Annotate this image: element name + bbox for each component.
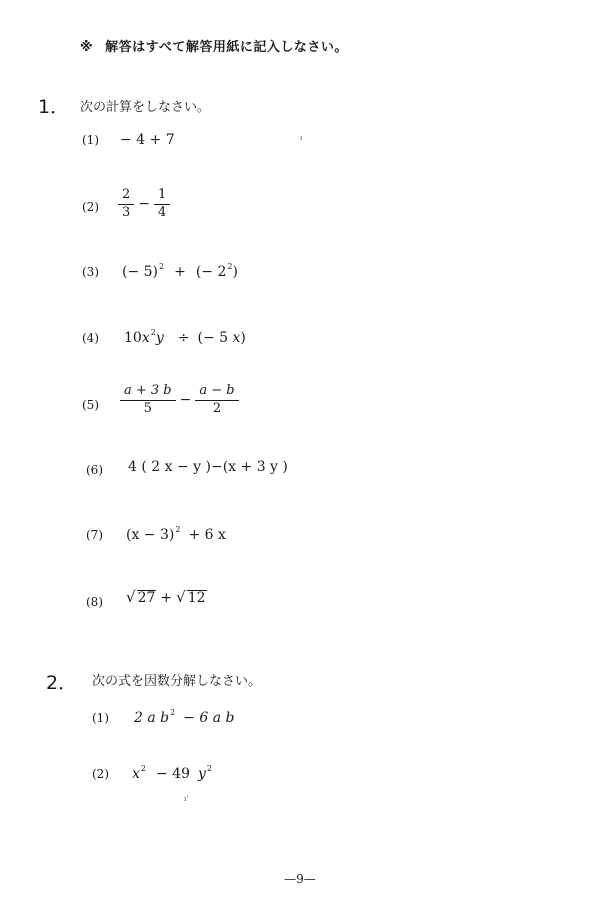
fraction: $\frac{a - b}{2}$ xyxy=(195,384,238,417)
q1-item-8-expression: √ 27 + √ 12 xyxy=(126,588,206,606)
q1-item-4-expression: $10x^2y$ ÷ (− 5 x) xyxy=(124,328,246,346)
q2-item-2-label: (2) xyxy=(92,767,109,781)
question-1-number: 1． xyxy=(38,96,70,118)
reference-mark: ※ xyxy=(80,40,94,55)
q1-item-6-label: (6) xyxy=(86,463,103,477)
q1-item-4-label: (4) xyxy=(82,331,99,345)
page-number: —9— xyxy=(284,872,316,886)
q1-item-7-expression: $(x - 3)^2 + 6$ x xyxy=(126,525,226,543)
square-root: √ 12 xyxy=(176,588,206,606)
q1-item-2-expression: $\frac{2}{3}$ − $\frac{1}{4}$ xyxy=(118,188,170,221)
q2-item-1-expression: 2 a $b^2 - 6$ a b xyxy=(134,708,235,726)
q1-item-1-expression: − 4 + 7 xyxy=(120,132,175,148)
q1-item-5-expression: $\frac{a + 3 b}{5}$ − $\frac{a - b}{2}$ xyxy=(120,384,239,417)
square-root: √ 27 xyxy=(126,588,156,606)
q1-item-2-label: (2) xyxy=(82,200,99,214)
q1-item-6-expression: 4 ( 2 x − y )−(x + 3 y ) xyxy=(128,459,288,475)
q1-item-3-label: (3) xyxy=(82,265,99,279)
stray-mark: ı' xyxy=(184,795,189,803)
q1-item-8-label: (8) xyxy=(86,595,103,609)
fraction: $\frac{2}{3}$ xyxy=(118,188,134,221)
q1-item-3-expression: (− 5)$^2$ + (− $2^2$) xyxy=(122,262,238,280)
fraction: $\frac{a + 3 b}{5}$ xyxy=(120,384,176,417)
q2-item-2-expression: $x^2 - 49$ $y^2$ xyxy=(132,764,213,782)
q1-item-1-label: (1) xyxy=(82,133,99,147)
fraction: $\frac{1}{4}$ xyxy=(154,188,170,221)
answer-instruction-notice xyxy=(80,36,348,55)
q1-item-5-label: (5) xyxy=(82,398,99,412)
q2-item-1-label: (1) xyxy=(92,711,109,725)
notice-text: 解答はすべて解答用紙に記入しなさい。 xyxy=(105,40,348,55)
q1-item-7-label: (7) xyxy=(86,528,103,542)
question-2-number: 2． xyxy=(46,672,78,694)
stray-mark: ı xyxy=(300,134,303,142)
question-2-instruction: 次の式を因数分解しなさい。 xyxy=(92,674,262,689)
question-1-instruction: 次の計算をしなさい。 xyxy=(80,100,211,115)
